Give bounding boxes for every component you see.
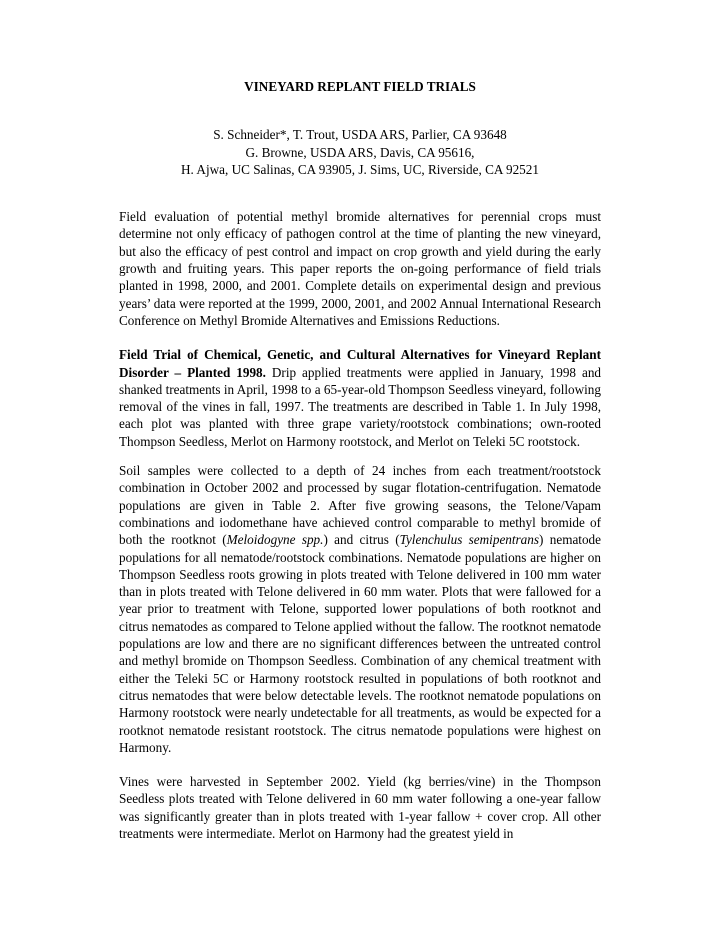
yield-paragraph: Vines were harvested in September 2002. Yield (kg berries/vine) in the Thompson Seedless plots treated with Telone delivered in 60 mm water following a one-year fallow was significantly greater than in plots treated with 1-year fallow + cover crop. All other treatments were intermediate. Merlot on Harmony had the greatest yield in [119, 774, 601, 841]
author-block [119, 126, 601, 178]
author-line: H. Ajwa, UC Salinas, CA 93905, J. Sims, UC, Riverside, CA 92521 [181, 161, 539, 177]
section-body: Drip applied treatments were applied in January, 1998 and shanked treatments in April, 1998 to a 65-year-old Thompson Seedless vineyard, following removal of the vines in fall, 1997. The treatments are described in Table 1. In July 1998, each plot was planted with three grape variety/rootstock combinations; own-rooted Thompson Seedless, Merlot on Harmony rootstock, and Merlot on Teleki 5C rootstock. [119, 364, 602, 449]
section-heading: Field Trial of Chemical, Genetic, and Cultural Alternatives for Vineyard Replant Disorder – Planted 1998. [119, 347, 601, 380]
paragraph-text: Soil samples were collected to a depth of 24 inches from each treatment/rootstock combination in October 2002 and processed by sugar flotation-centrifugation. Nematode populations are given in Table 2. After five growing seasons, the Telone/Vapam combinations and iodomethane have achieved control comparable to methyl bromide of both the rootknot ( [119, 463, 601, 548]
paragraph-text: ) nematode populations for all nematode/rootstock combinations. Nematode populations are higher on Thompson Seedless roots growing in plots treated with Telone delivered in 100 mm water than in plots treated with Telone delivered in 60 mm water. Plots that were fallowed for a year prior to treatment with Telone, supported lower populations of both rootknot and citrus nematodes as compared to Telone applied without the fallow. The rootknot nematode populations are low and there are no significant differences between the untreated control and methyl bromide on Thompson Seedless. Combination of any chemical treatment with either the Teleki 5C or Harmony rootstock resulted in populations of both rootknot and citrus nematodes that were below detectable levels. The rootknot nematode populations on Harmony rootstock were nearly undetectable for all treatments, as would be expected for a rootknot nematode resistant rootstock. The citrus nematode populations were highest on Harmony. [119, 532, 602, 755]
species-name: Meloidogyne spp. [226, 532, 324, 548]
author-line: G. Browne, USDA ARS, Davis, CA 95616, [245, 144, 475, 160]
document-title: VINEYARD REPLANT FIELD TRIALS [244, 79, 476, 94]
document-page [119, 78, 601, 842]
paragraph-text: ) and citrus ( [323, 532, 400, 548]
nematode-paragraph [119, 462, 601, 756]
species-name: Tylenchulus semipentrans [399, 532, 540, 548]
section-paragraph [119, 346, 601, 450]
author-line: S. Schneider*, T. Trout, USDA ARS, Parlier, CA 93648 [213, 127, 507, 143]
intro-paragraph: Field evaluation of potential methyl bromide alternatives for perennial crops must determine not only efficacy of pathogen control at the time of planting the new vineyard, but also the efficacy of pest control and impact on crop growth and yield during the early growth and fruiting years. This paper reports the on-going performance of field trials planted in 1998, 2000, and 2001. Complete details on experimental design and previous years’ data were reported at the 1999, 2000, 2001, and 2002 Annual International Research Conference on Methyl Bromide Alternatives and Emissions Reductions. [119, 209, 601, 328]
